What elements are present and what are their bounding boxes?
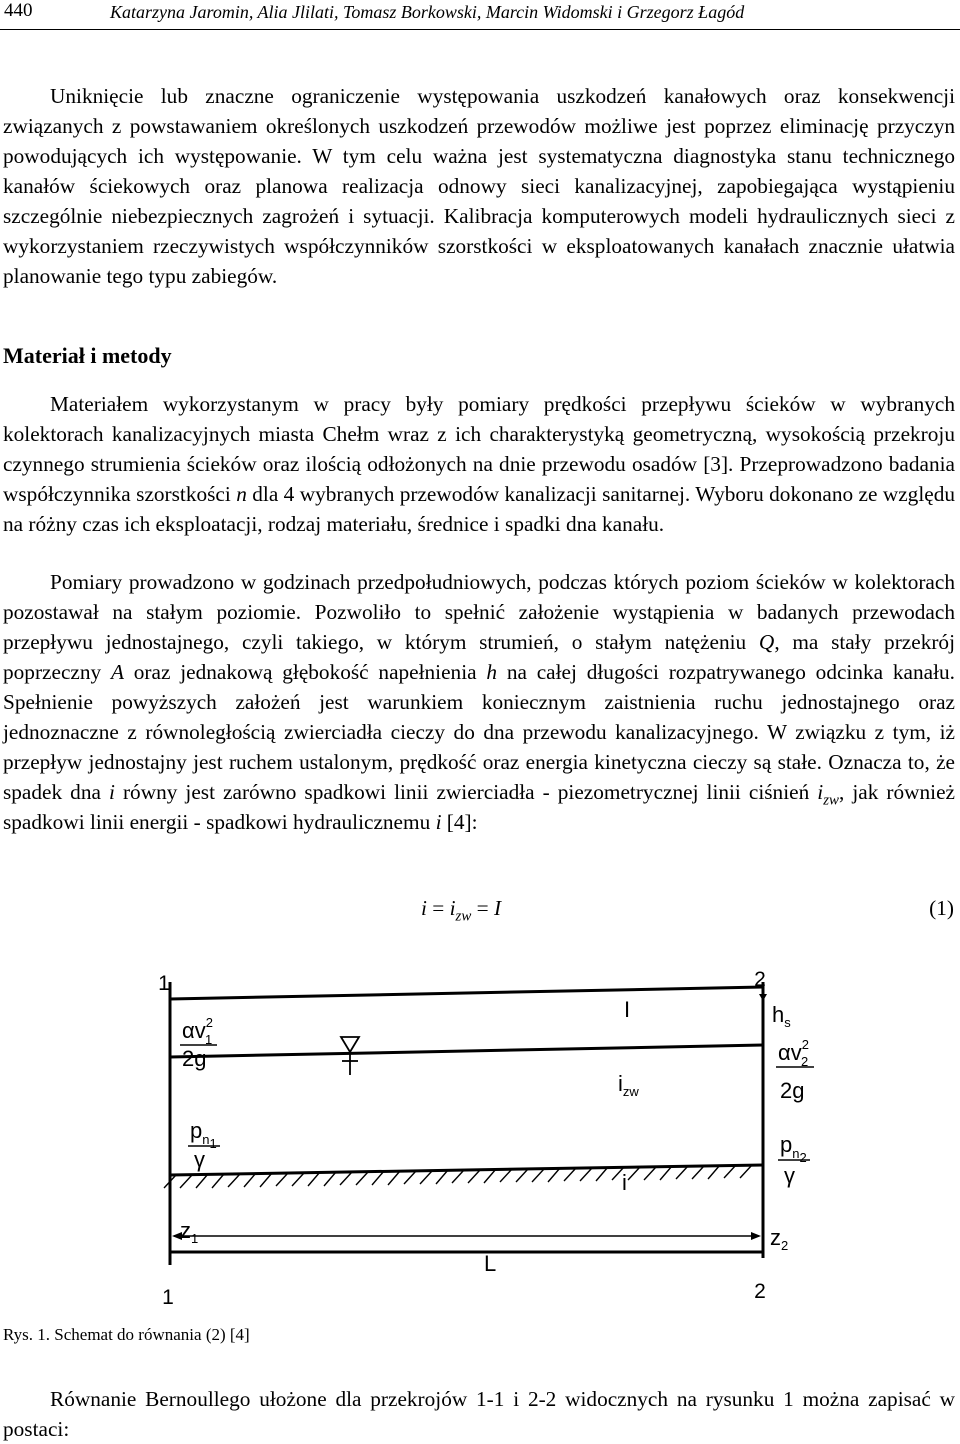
equation-body: $i = i_{zw} = I$ (421, 896, 502, 925)
length-dimension-arrow (172, 1232, 761, 1240)
length-label: L (484, 1251, 497, 1276)
section-heading: Materiał i metody (3, 343, 172, 368)
running-header-authors: Katarzyna Jaromin, Alia Jlilati, Tomasz Borkowski, Marcin Widomski i Grzegorz Łagód (110, 2, 745, 22)
z2-label: $z_2$ (770, 1225, 789, 1253)
figure-caption: Rys. 1. Schemat do równania (2) [4] (3, 1325, 250, 1344)
page-number: 440 (4, 0, 33, 21)
water-surface-line (170, 1045, 763, 1057)
channel-hatching (164, 1165, 752, 1188)
channel-bottom-line (170, 1165, 763, 1175)
bernoulli-diagram (0, 960, 960, 1310)
pressure-head-right: $p_n2$ (780, 1132, 807, 1165)
two-g-left: 2g (182, 1046, 207, 1071)
two-g-right: 2g (780, 1078, 805, 1103)
gamma-right: γ (784, 1163, 795, 1188)
header-rule (0, 29, 960, 30)
energy-slope-label: I (624, 997, 631, 1022)
velocity-head-right: $\alpha v^2$ 2 (778, 1037, 809, 1069)
paragraph-bernoulli: Równanie Bernoullego ułożone dla przekrojów 1-1 i 2-2 widocznych na rysunku 1 można zapisać w postaci: (3, 1387, 955, 1441)
section-1-top-label: 1 (158, 972, 170, 995)
section-2-bottom-label: 2 (754, 1280, 766, 1303)
paragraph-intro: Uniknięcie lub znaczne ograniczenie występowania uszkodzeń kanałowych oraz konsekwencji związanych z powstawaniem określonych uszkodzeń przewodów możliwe jest poprzez eliminację przyczyn powodujących ich występowanie. W tym celu ważna jest systematyczna diagnostyka stanu technicznego kanałów ściekowych oraz planowa realizacja odnowy sieci kanalizacyjnej, zapobiegająca wystąpieniu szczególnie niebezpiecznych zagrożeń i sytuacji. Kalibracja komputerowych modeli hydraulicznych sieci z wykorzystaniem rzeczywistych współczynników szorstkości w eksploatowanych kanałach znacznie ułatwia planowanie tego typu zabiegów. (3, 84, 955, 288)
energy-line (170, 987, 763, 999)
equation-1 (0, 896, 960, 926)
equation-number: (1) (929, 896, 954, 920)
bottom-slope-label: i (622, 1170, 627, 1195)
paragraph-material: Materiałem wykorzystanym w pracy były pomiary prędkości przepływu ścieków w wybranych kolektorach kanalizacyjnych miasta Chełm wraz z ich charakterystyką geometryczną, wysokością przekroju czynnego strumienia ścieków oraz ilością odłożonych na dnie przewodu osadów [3]. Przeprowadzono badania współczynnika szorstkości n dla 4 wybranych przewodów kanalizacji sanitarnej. Wyboru dokonano ze względu na różny czas ich eksploatacji, rodzaj materiału, średnice i spadki dna kanału. (3, 392, 955, 536)
velocity-head-left: $\alpha v^2$ 1 (182, 1015, 213, 1047)
paragraph-measurements: Pomiary prowadzono w godzinach przedpołudniowych, podczas których poziom ścieków w kolektorach pozostawał na stałym poziomie. Pozwoliło to spełnić założenie wystąpienia w badanych przewodach przepływu jednostajnego, czyli takiego, w którym strumień, o stałym natężeniu Q, ma stały przekrój poprzeczny A oraz jednakową głębokość napełnienia h na całej długości rozpatrywanego odcinka kanału. Spełnienie powyższych założeń jest warunkiem koniecznym zaistnienia ruchu jednostajnego oraz jednoznaczne z równoległością zwierciadła cieczy do dna przewodu kanalizacyjnego. W związku z tym, iż przepływ jednostajny jest ruchem ustalonym, prędkość oraz energia kinetyczna cieczy są stałe. Oznacza to, że spadek dna i równy jest zarówno spadkowi linii zwierciadła - piezometrycznej linii ciśnień $i_{zw}$, jak również spadkowi linii energii - spadkowi hydraulicznemu i [4]: (3, 570, 955, 834)
piezometric-slope-label: $i_{zw}$ (618, 1071, 639, 1099)
hs-label: $h_s$ (772, 1002, 791, 1030)
gamma-left: γ (194, 1147, 205, 1172)
section-2-top-label: 2 (754, 968, 766, 991)
section-1-bottom-label: 1 (162, 1286, 174, 1309)
running-header (0, 0, 960, 30)
water-surface-symbol (341, 1037, 359, 1075)
pressure-head-left: $p_n1$ (190, 1118, 217, 1151)
z1-label: $z_1$ (180, 1218, 199, 1246)
